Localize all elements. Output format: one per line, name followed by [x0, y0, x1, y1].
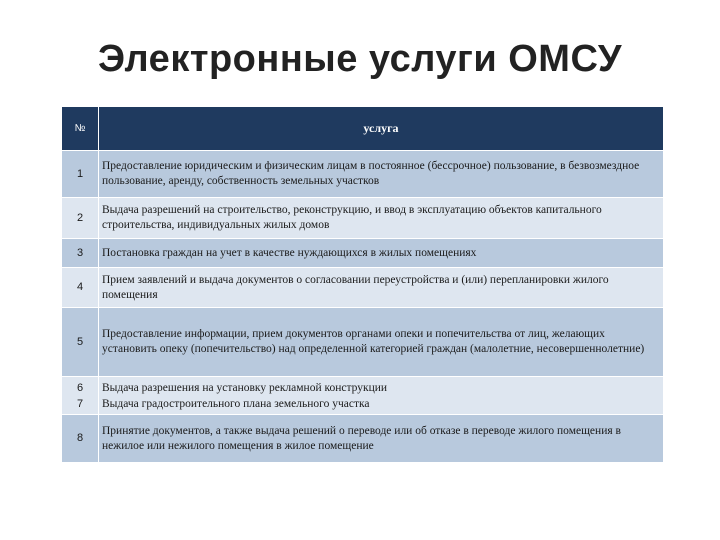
- row-service: Предоставление информации, прием документов органами опеки и попечительства от лиц, желающих установить опеку (попечительство) над определенной категорией граждан (малолетние, несовершеннолетние): [99, 308, 664, 377]
- table-row: [62, 268, 664, 308]
- page-title: Электронные услуги ОМСУ: [97, 38, 623, 80]
- column-header-service: услуга: [99, 107, 664, 151]
- row-number: 1: [62, 151, 99, 198]
- row-number: 6: [76, 381, 84, 394]
- row-service: Прием заявлений и выдача документов о согласовании переустройства и (или) перепланировки жилого помещения: [99, 268, 664, 308]
- row-number: 2: [62, 198, 99, 239]
- row-number: 3: [62, 239, 99, 268]
- table-row: [62, 151, 664, 198]
- table-row: [62, 415, 664, 463]
- row-service: Принятие документов, а также выдача решений о переводе или об отказе в переводе жилого помещения в нежилое или нежилого помещения в жилое помещение: [99, 415, 664, 463]
- row-service: Выдача разрешений на строительство, реконструкцию, и ввод в эксплуатацию объектов капитального строительства, индивидуальных жилых домов: [99, 198, 664, 239]
- row-service-pair: [99, 377, 664, 415]
- row-number: 4: [62, 268, 99, 308]
- table-row: [62, 308, 664, 377]
- row-number: 5: [62, 308, 99, 377]
- row-number-pair: [62, 377, 99, 415]
- row-service: Постановка граждан на учет в качестве нуждающихся в жилых помещениях: [99, 239, 664, 268]
- column-header-number: №: [62, 107, 99, 151]
- row-service: Предоставление юридическим и физическим лицам в постоянное (бессрочное) пользование, в безвозмездное пользование, аренду, собственность земельных участков: [99, 151, 664, 198]
- table-header-row: [62, 107, 664, 151]
- row-number: 7: [76, 397, 84, 410]
- row-service: Выдача разрешения на установку рекламной конструкции: [102, 381, 388, 394]
- table-row: [62, 239, 664, 268]
- row-number: 8: [62, 415, 99, 463]
- table-row: [62, 198, 664, 239]
- row-service: Выдача градостроительного плана земельного участка: [102, 397, 370, 410]
- services-table: [61, 106, 664, 463]
- table-row: [62, 377, 664, 415]
